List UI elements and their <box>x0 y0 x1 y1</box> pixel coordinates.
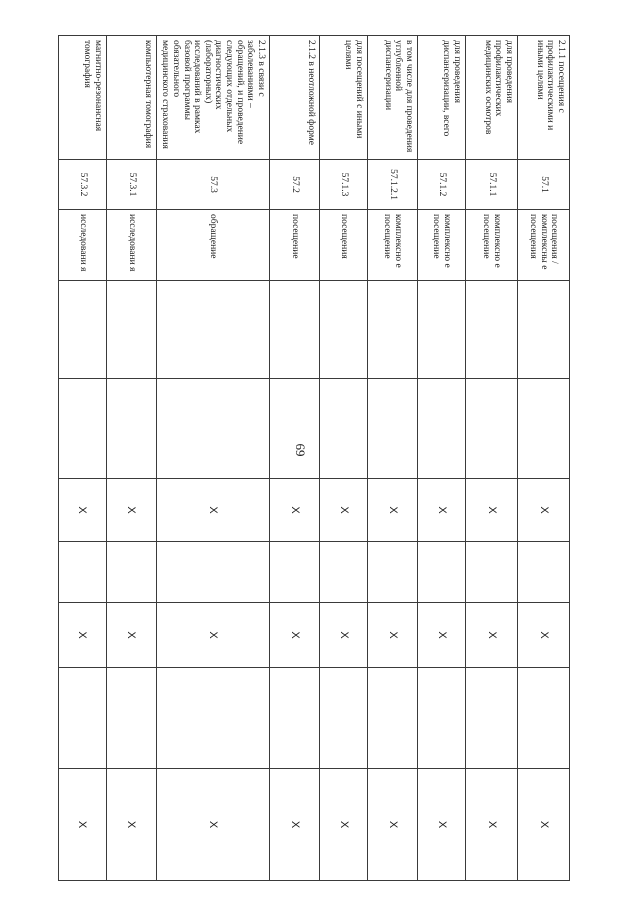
x-mark: X <box>58 479 106 542</box>
x-mark: X <box>106 603 156 668</box>
table-row <box>156 36 269 881</box>
empty-cell <box>418 542 466 603</box>
table-row <box>58 36 106 881</box>
x-mark: X <box>106 479 156 542</box>
empty-cell <box>466 379 518 479</box>
row-name: для проведения профилактических медицинских осмотров <box>466 36 518 160</box>
empty-cell <box>518 379 570 479</box>
empty-cell <box>518 542 570 603</box>
row-unit: обращение <box>156 210 269 281</box>
row-unit: комплексно е посещение <box>466 210 518 281</box>
empty-cell <box>270 379 320 479</box>
document-table <box>58 35 570 881</box>
empty-cell <box>58 379 106 479</box>
empty-cell <box>58 668 106 769</box>
empty-cell <box>320 668 368 769</box>
row-code: 57.1.2.1 <box>368 160 418 210</box>
empty-cell <box>418 281 466 379</box>
empty-cell <box>156 542 269 603</box>
empty-cell <box>466 668 518 769</box>
row-name: для посещений с иными целями <box>320 36 368 160</box>
empty-cell <box>368 281 418 379</box>
x-mark: X <box>270 479 320 542</box>
row-name: 2.1.1 посещения с профилактическими и иными целями <box>518 36 570 160</box>
empty-cell <box>466 281 518 379</box>
x-mark: X <box>106 769 156 881</box>
row-unit: посещение <box>270 210 320 281</box>
empty-cell <box>106 379 156 479</box>
row-code: 57.1.1 <box>466 160 518 210</box>
row-unit: комплексно е посещение <box>368 210 418 281</box>
row-code: 57.3.1 <box>106 160 156 210</box>
row-name: для проведения диспансеризации, всего <box>418 36 466 160</box>
row-code: 57.3.2 <box>58 160 106 210</box>
empty-cell <box>106 668 156 769</box>
empty-cell <box>466 542 518 603</box>
table-row <box>270 36 320 881</box>
x-mark: X <box>156 479 269 542</box>
empty-cell <box>58 281 106 379</box>
row-code: 57.1 <box>518 160 570 210</box>
x-mark: X <box>270 769 320 881</box>
empty-cell <box>418 668 466 769</box>
empty-cell <box>320 379 368 479</box>
x-mark: X <box>518 603 570 668</box>
x-mark: X <box>466 603 518 668</box>
empty-cell <box>58 542 106 603</box>
row-name: компьютерная томография <box>106 36 156 160</box>
row-unit: исследовани я <box>58 210 106 281</box>
row-name: в том числе для проведения углубленной диспансеризации <box>368 36 418 160</box>
empty-cell <box>368 668 418 769</box>
x-mark: X <box>320 603 368 668</box>
table-row <box>368 36 418 881</box>
row-name: магнитно-резонансная томография <box>58 36 106 160</box>
row-name: 2.1.3 в связи с заболеваниями – обращений, и проведение следующих отдельных диагностических (лабораторных) исследований в рамках базовой программы обязательного медицинского страхования <box>156 36 269 160</box>
x-mark: X <box>418 603 466 668</box>
x-mark: X <box>320 479 368 542</box>
x-mark: X <box>156 603 269 668</box>
x-mark: X <box>368 479 418 542</box>
table-row <box>466 36 518 881</box>
row-code: 57.3 <box>156 160 269 210</box>
empty-cell <box>518 281 570 379</box>
x-mark: X <box>518 479 570 542</box>
row-name: 2.1.2 в неотложной форме <box>270 36 320 160</box>
empty-cell <box>368 379 418 479</box>
empty-cell <box>270 281 320 379</box>
empty-cell <box>156 379 269 479</box>
empty-cell <box>518 668 570 769</box>
page-number: 69 <box>293 443 308 457</box>
row-code: 57.2 <box>270 160 320 210</box>
empty-cell <box>320 542 368 603</box>
row-code: 57.1.3 <box>320 160 368 210</box>
x-mark: X <box>368 769 418 881</box>
x-mark: X <box>466 479 518 542</box>
row-unit: исследовани я <box>106 210 156 281</box>
empty-cell <box>156 668 269 769</box>
row-unit: комплексно е посещение <box>418 210 466 281</box>
empty-cell <box>270 668 320 769</box>
row-code: 57.1.2 <box>418 160 466 210</box>
x-mark: X <box>518 769 570 881</box>
x-mark: X <box>418 769 466 881</box>
table-row <box>320 36 368 881</box>
empty-cell <box>418 379 466 479</box>
empty-cell <box>368 542 418 603</box>
empty-cell <box>270 542 320 603</box>
table-row <box>518 36 570 881</box>
x-mark: X <box>320 769 368 881</box>
empty-cell <box>156 281 269 379</box>
x-mark: X <box>466 769 518 881</box>
empty-cell <box>106 542 156 603</box>
x-mark: X <box>58 603 106 668</box>
empty-cell <box>106 281 156 379</box>
x-mark: X <box>368 603 418 668</box>
x-mark: X <box>156 769 269 881</box>
document-table-rotated <box>76 35 570 880</box>
row-unit: посещения <box>320 210 368 281</box>
table-row <box>106 36 156 881</box>
x-mark: X <box>418 479 466 542</box>
x-mark: X <box>270 603 320 668</box>
row-unit: посещения / комплексны е посещения <box>518 210 570 281</box>
empty-cell <box>320 281 368 379</box>
x-mark: X <box>58 769 106 881</box>
table-row <box>418 36 466 881</box>
